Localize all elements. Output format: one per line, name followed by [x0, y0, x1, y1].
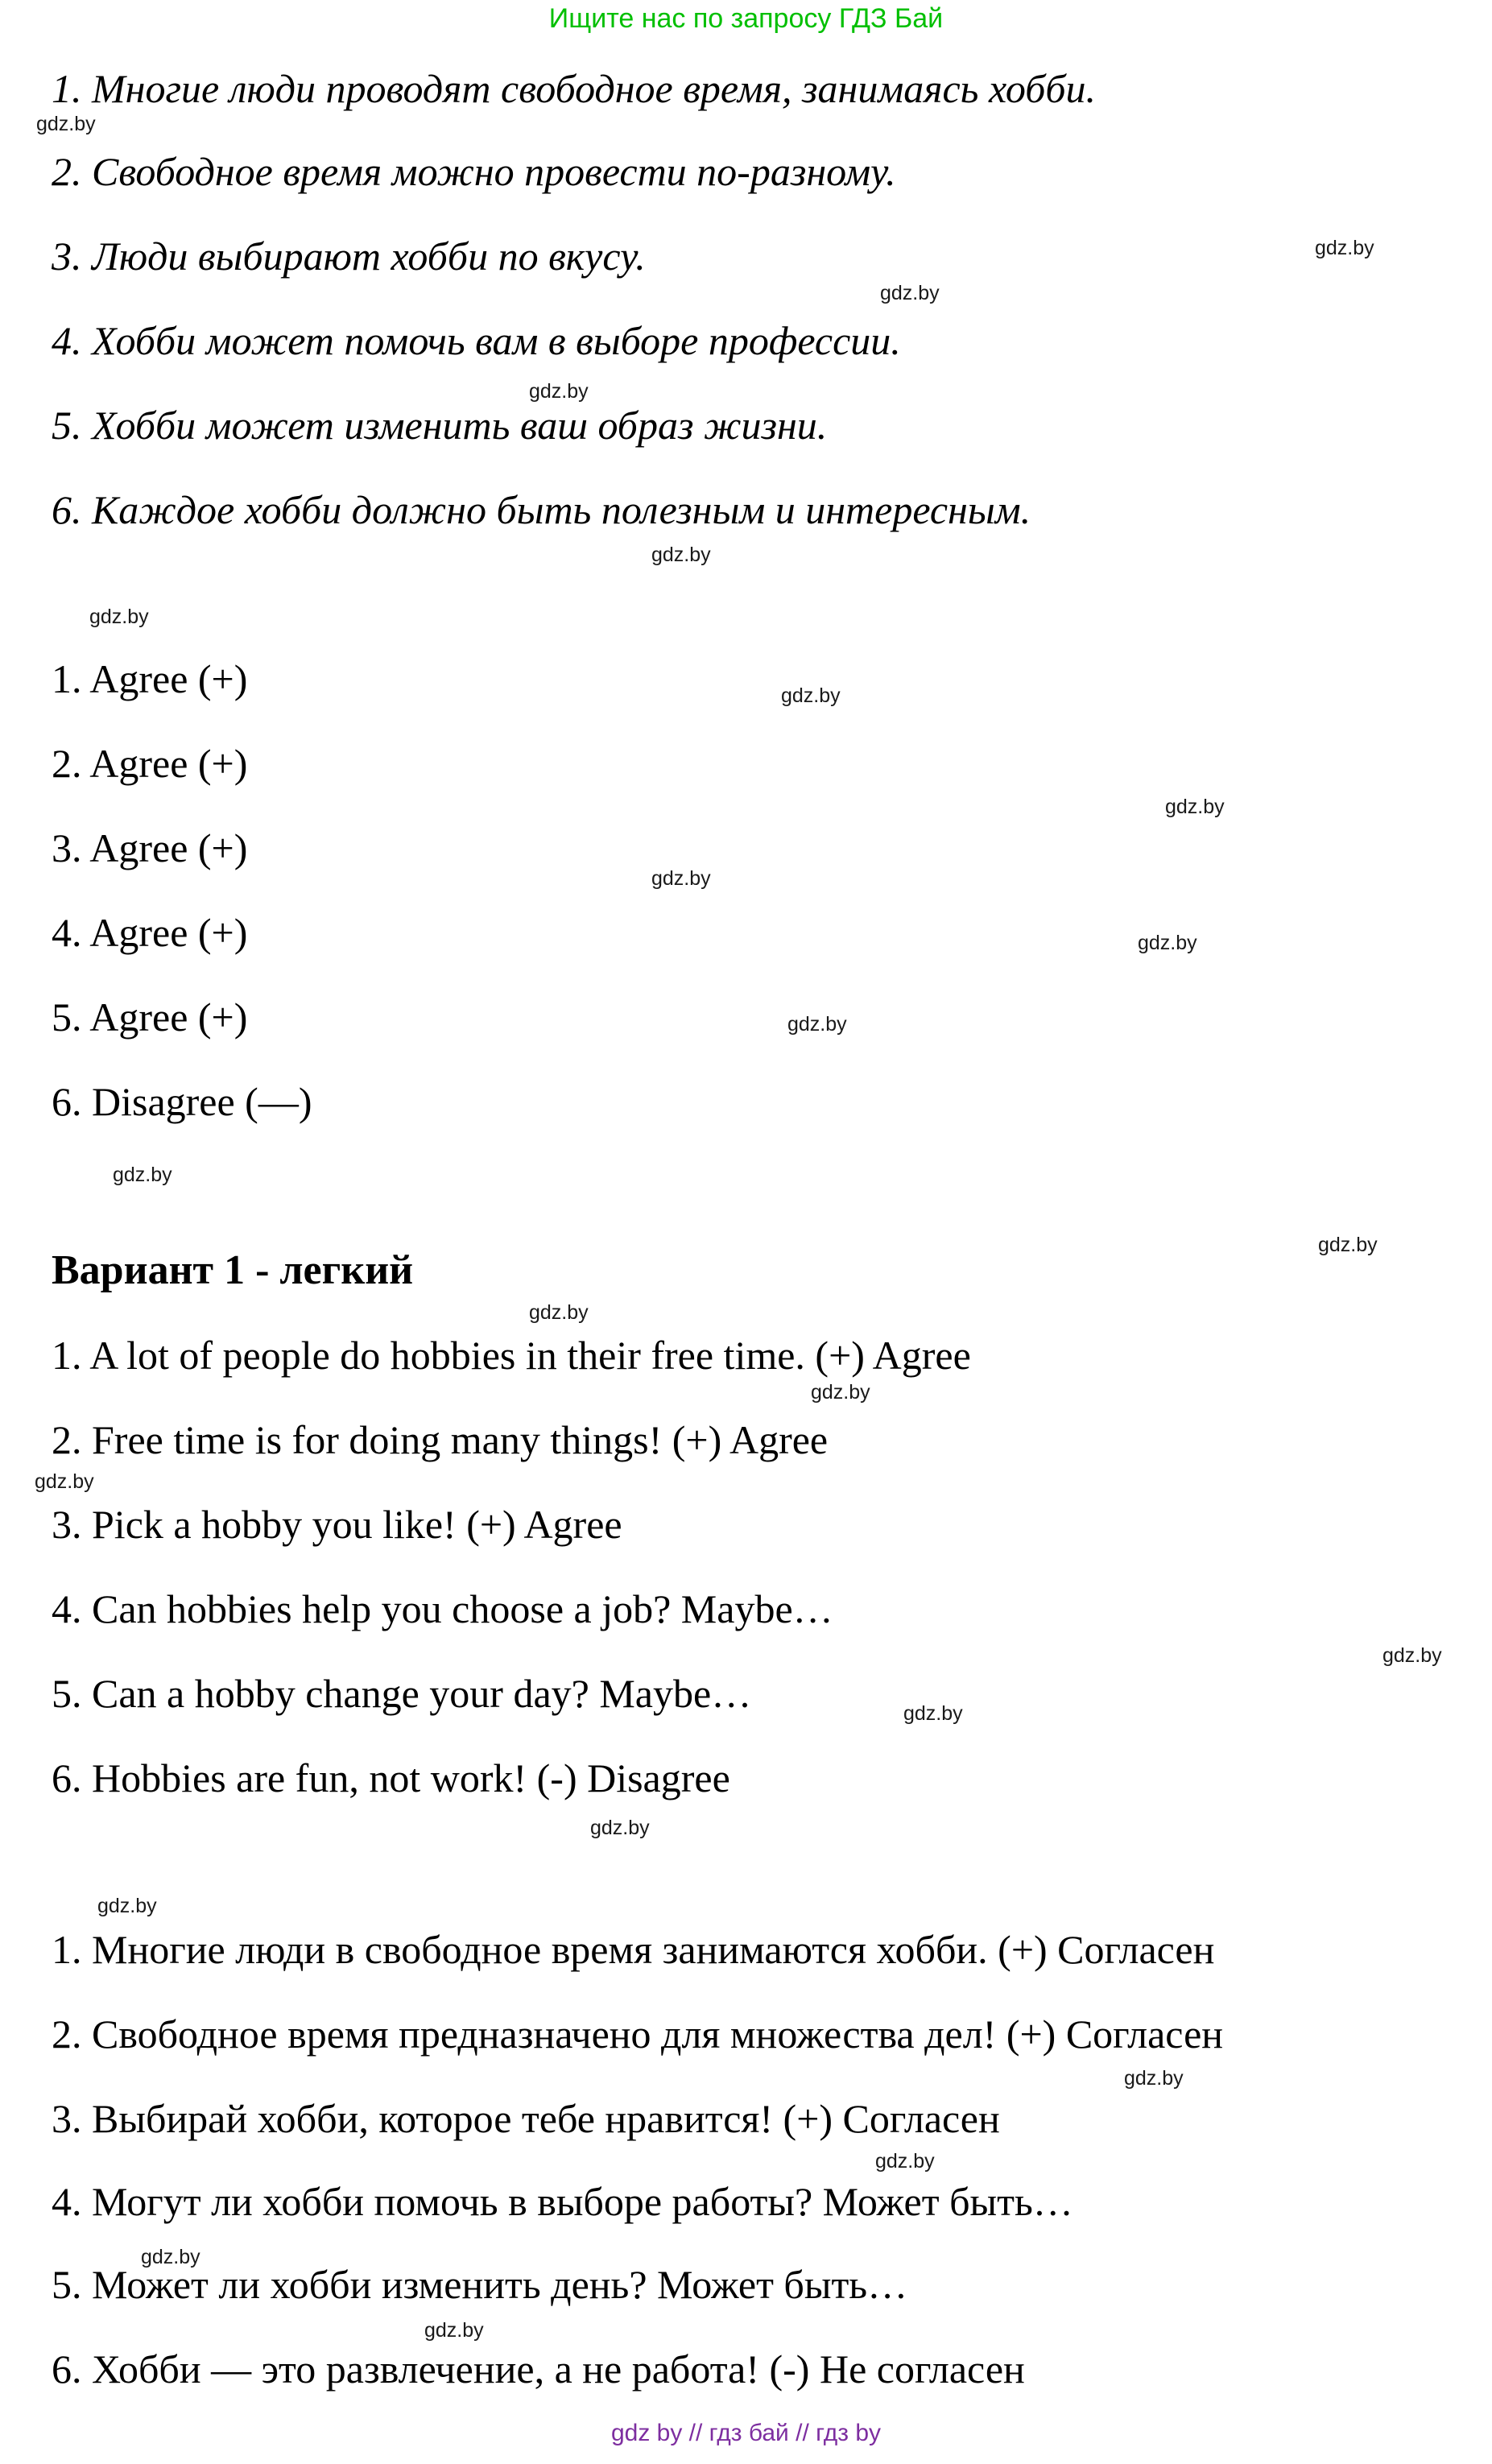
watermark: gdz.by [36, 113, 96, 135]
variant-line-ru: 6. Хобби — это развлечение, а не работа! (-) Не согласен [52, 2346, 1025, 2392]
variant-line-en: 1. A lot of people do hobbies in their free time. (+) Agree [52, 1333, 971, 1378]
statement-ru: 1. Многие люди проводят свободное время, занимаясь хобби. [52, 66, 1097, 111]
watermark: gdz.by [811, 1381, 870, 1404]
watermark: gdz.by [141, 2246, 200, 2268]
watermark: gdz.by [35, 1470, 94, 1493]
watermark: gdz.by [113, 1164, 172, 1186]
watermark: gdz.by [651, 544, 711, 566]
variant-line-ru: 3. Выбирай хобби, которое тебе нравится! (+) Согласен [52, 2096, 1000, 2141]
watermark: gdz.by [1138, 932, 1197, 954]
watermark: gdz.by [529, 1301, 589, 1324]
watermark: gdz.by [1315, 237, 1374, 259]
variant-line-ru: 2. Свободное время предназначено для множества дел! (+) Согласен [52, 2011, 1224, 2057]
variant-line-en: 2. Free time is for doing many things! (+) Agree [52, 1417, 829, 1462]
variant-line-en: 4. Can hobbies help you choose a job? Maybe… [52, 1586, 833, 1631]
watermark: gdz.by [1124, 2067, 1184, 2090]
watermark: gdz.by [590, 1817, 650, 1839]
answer-line: 1. Agree (+) [52, 656, 248, 701]
variant-line-en: 6. Hobbies are fun, not work! (-) Disagree [52, 1755, 730, 1800]
watermark: gdz.by [781, 684, 841, 707]
variant-line-en: 3. Pick a hobby you like! (+) Agree [52, 1502, 622, 1547]
watermark: gdz.by [903, 1702, 963, 1725]
watermark: gdz.by [880, 282, 940, 304]
variant-line-en: 5. Can a hobby change your day? Maybe… [52, 1671, 752, 1716]
answer-line: 5. Agree (+) [52, 994, 248, 1040]
watermark: gdz.by [651, 867, 711, 890]
answer-line: 3. Agree (+) [52, 825, 248, 870]
statement-ru: 6. Каждое хобби должно быть полезным и интересным. [52, 487, 1031, 532]
watermark: gdz.by [1318, 1234, 1378, 1256]
answer-line: 2. Agree (+) [52, 741, 248, 786]
statement-ru: 5. Хобби может изменить ваш образ жизни. [52, 403, 828, 448]
footer-note: gdz by // гдз бай // гдз by [610, 2420, 882, 2446]
watermark: gdz.by [875, 2150, 935, 2173]
variant-line-ru: 4. Могут ли хобби помочь в выборе работы? Может быть… [52, 2179, 1073, 2224]
answer-line: 6. Disagree (—) [52, 1079, 312, 1124]
watermark: gdz.by [1382, 1644, 1442, 1667]
variant-line-ru: 1. Многие люди в свободное время занимаются хобби. (+) Согласен [52, 1927, 1215, 1972]
watermark: gdz.by [424, 2319, 484, 2342]
watermark: gdz.by [97, 1895, 157, 1917]
statement-ru: 4. Хобби может помочь вам в выборе профессии. [52, 318, 901, 363]
watermark: gdz.by [1165, 796, 1225, 818]
statement-ru: 3. Люди выбирают хобби по вкусу. [52, 234, 646, 279]
watermark: gdz.by [787, 1013, 847, 1036]
watermark: gdz.by [89, 606, 149, 628]
variant-line-ru: 5. Может ли хобби изменить день? Может быть… [52, 2262, 908, 2307]
variant-heading: Вариант 1 - легкий [52, 1247, 414, 1293]
answer-line: 4. Agree (+) [52, 910, 248, 955]
watermark: gdz.by [529, 380, 589, 403]
promo-header: Ищите нас по запросу ГДЗ Бай [548, 3, 944, 34]
statement-ru: 2. Свободное время можно провести по-разному. [52, 149, 896, 194]
